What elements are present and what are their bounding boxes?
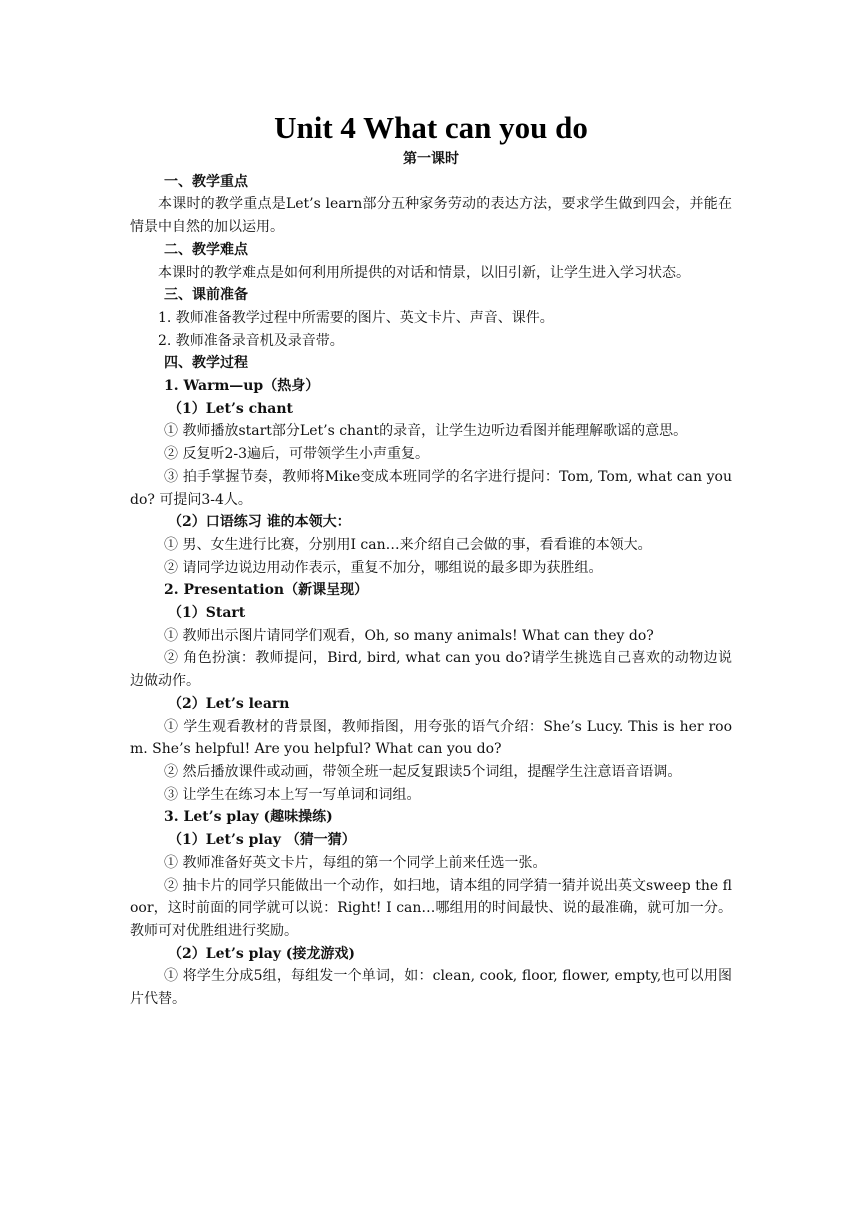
- preparation-item: 2. 教师准备录音机及录音带。: [158, 332, 344, 349]
- start-step: ② 角色扮演：教师提问，Bird, bird, what can you do?请学生挑选自己喜欢的动物边说边做动作。: [130, 650, 732, 690]
- chant-step: ① 教师播放start部分Let’s chant的录音，让学生边听边看图并能理解歌谣的意思。: [164, 423, 688, 440]
- page-title: Unit 4 What can you do: [274, 110, 588, 145]
- oral-step: ① 男、女生进行比赛，分别用I can…来介绍自己会做的事，看看谁的本领大。: [164, 536, 652, 553]
- chant-step: ③ 拍手掌握节奏，教师将Mike变成本班同学的名字进行提问：Tom, Tom, what can you do? 可提问3-4人。: [130, 468, 732, 508]
- oral-step: ② 请同学边说边用动作表示，重复不加分，哪组说的最多即为获胜组。: [164, 559, 603, 576]
- sub-heading-start: （1）Start: [168, 605, 246, 622]
- document-page: [130, 108, 732, 1011]
- learn-step: ③ 让学生在练习本上写一写单词和词组。: [164, 786, 421, 803]
- start-step: ① 教师出示图片请同学们观看，Oh, so many animals! What can they do?: [164, 627, 654, 644]
- sub-heading-guess: （1）Let’s play （猜一猜）: [168, 832, 356, 849]
- learn-step: ① 学生观看教材的背景图，教师指图，用夸张的语气介绍：She’s Lucy. This is her room. She’s helpful! Are you helpful? What can you do?: [130, 718, 732, 758]
- chant-step: ② 反复听2-3遍后，可带领学生小声重复。: [164, 446, 429, 463]
- section-heading-difficulty: 二、教学难点: [164, 241, 248, 258]
- sub-heading-oral: （2）口语练习 谁的本领大：: [168, 514, 351, 531]
- step-heading-presentation: 2. Presentation（新课呈现）: [164, 582, 369, 599]
- sub-heading-chain: （2）Let’s play (接龙游戏): [168, 945, 356, 962]
- lesson-subtitle: 第一课时: [403, 151, 459, 167]
- sub-heading-learn: （2）Let’s learn: [168, 695, 290, 712]
- step-heading-play: 3. Let’s play (趣味操练): [164, 809, 333, 826]
- preparation-item: 1. 教师准备教学过程中所需要的图片、英文卡片、声音、课件。: [158, 309, 554, 326]
- guess-step: ② 抽卡片的同学只能做出一个动作，如扫地，请本组的同学猜一猜并说出英文sweep the floor，这时前面的同学就可以说：Right! I can…哪组用的时间最快、说的最准确，就可加一分。教师可对优胜组进行奖励。: [130, 877, 732, 939]
- step-heading-warmup: 1. Warm—up（热身）: [164, 378, 320, 395]
- section-text-difficulty: 本课时的教学难点是如何利用所提供的对话和情景，以旧引新，让学生进入学习状态。: [158, 264, 690, 281]
- section-text-focus: 本课时的教学重点是Let’s learn部分五种家务劳动的表达方法，要求学生做到四会，并能在情景中自然的加以运用。: [130, 196, 732, 236]
- guess-step: ① 教师准备好英文卡片，每组的第一个同学上前来任选一张。: [164, 854, 547, 871]
- learn-step: ② 然后播放课件或动画，带领全班一起反复跟读5个词组，提醒学生注意语音语调。: [164, 763, 682, 780]
- section-heading-process: 四、教学过程: [164, 355, 248, 372]
- section-heading-focus: 一、教学重点: [164, 173, 248, 190]
- section-heading-preparation: 三、课前准备: [164, 287, 248, 304]
- sub-heading-chant: （1）Let’s chant: [168, 400, 294, 417]
- chain-step: ① 将学生分成5组，每组发一个单词，如：clean, cook, floor, flower, empty,也可以用图片代替。: [130, 968, 732, 1008]
